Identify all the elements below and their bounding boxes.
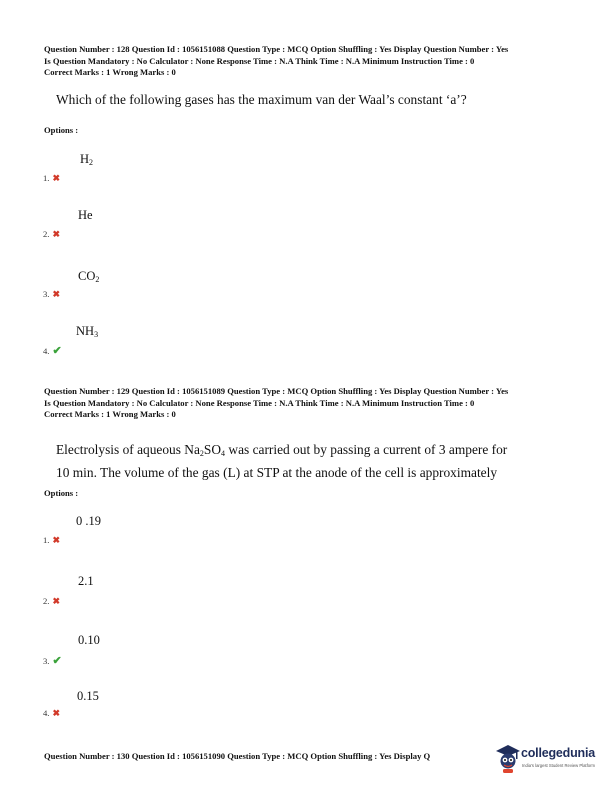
q128-meta (44, 44, 584, 79)
logo-name: collegedunia (521, 746, 596, 760)
q129-option-1-text: 0 .19 (76, 514, 101, 528)
q128-meta-line1: Question Number : 128 Question Id : 1056151088 Question Type : MCQ Option Shuffling : Yes Display Question Number : Yes (44, 44, 509, 54)
q129-option-1-number: 1. ✖ (43, 535, 60, 545)
q129-question-line2: 10 min. The volume of the gas (L) at STP at the anode of the cell is approximately (56, 465, 498, 480)
q129-meta-line3: Correct Marks : 1 Wrong Marks : 0 (44, 409, 176, 419)
correct-check-icon: ✔ (52, 655, 62, 667)
q128-option-2-text: He (78, 208, 93, 222)
q130-meta-line1: Question Number : 130 Question Id : 1056151090 Question Type : MCQ Option Shuffling : Yes Display Q (44, 751, 431, 761)
q129-meta (44, 386, 584, 421)
q128-option-4-number: 4. ✔ (43, 345, 62, 357)
wrong-mark-icon: ✖ (52, 289, 60, 299)
wrong-mark-icon: ✖ (52, 596, 60, 606)
q129-option-3-number: 3. ✔ (43, 655, 62, 667)
wrong-mark-icon: ✖ (52, 229, 60, 239)
q128-options-label: Options : (44, 125, 79, 135)
wrong-mark-icon: ✖ (52, 708, 60, 718)
q128-option-1-text: $H_2$ (80, 152, 94, 167)
graduate-mascot-icon (494, 742, 522, 774)
q129-meta-line2: Is Question Mandatory : No Calculator : None Response Time : N.A Think Time : N.A Minimum Instruction Time : 0 (44, 397, 475, 408)
q128-option-1-number: 1. ✖ (43, 173, 60, 183)
q129-option-2-text: 2.1 (78, 574, 94, 588)
q128-option-4-text: $NH_3$ (76, 324, 99, 339)
q129-option-2-number: 2. ✖ (43, 596, 60, 606)
q129-option-3-text: 0.10 (78, 633, 100, 647)
logo-tagline: India's largest Student Review Platform (522, 763, 595, 768)
q128-option-2-number: 2. ✖ (43, 229, 60, 239)
correct-check-icon: ✔ (52, 345, 62, 357)
wrong-mark-icon: ✖ (52, 173, 60, 183)
q128-option-3-text: $CO_2$ (78, 269, 100, 284)
q130-meta (44, 751, 484, 763)
q129-question-text (56, 440, 507, 482)
wrong-mark-icon: ✖ (52, 535, 60, 545)
q128-meta-line2: Is Question Mandatory : No Calculator : None Response Time : N.A Think Time : N.A Minimum Instruction Time : 0 (44, 55, 475, 66)
collegedunia-logo (494, 740, 610, 780)
q129-question-line1: Electrolysis of aqueous $Na_2SO_4$ was carried out by passing a current of 3 ampere for (56, 442, 508, 458)
q129-options-label: Options : (44, 488, 79, 498)
q129-option-4-number: 4. ✖ (43, 708, 60, 718)
q128-option-3-number: 3. ✖ (43, 289, 60, 299)
q128-question-text: Which of the following gases has the maximum van der Waal’s constant ‘a’? (56, 92, 467, 107)
q129-meta-line1: Question Number : 129 Question Id : 1056151089 Question Type : MCQ Option Shuffling : Yes Display Question Number : Yes (44, 386, 509, 396)
q129-option-4-text: 0.15 (77, 689, 99, 703)
q128-meta-line3: Correct Marks : 1 Wrong Marks : 0 (44, 67, 176, 77)
